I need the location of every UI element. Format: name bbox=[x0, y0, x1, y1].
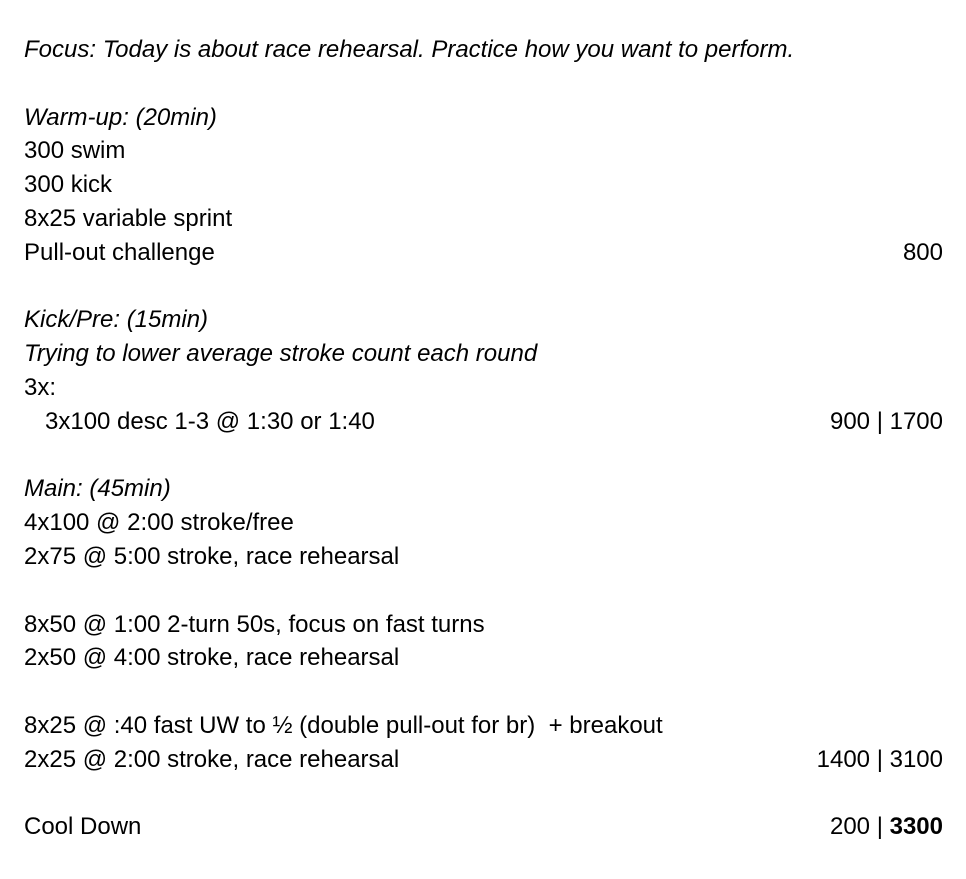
warmup-heading: Warm-up: (20min) bbox=[24, 103, 217, 131]
warmup-total: 800 bbox=[902, 238, 943, 266]
main-last-item: 2x25 @ 2:00 stroke, race rehearsal 1400 | 3100 bbox=[24, 743, 943, 777]
warmup-item: 8x25 variable sprint bbox=[24, 204, 233, 232]
spacer bbox=[24, 574, 943, 608]
spacer bbox=[24, 675, 943, 709]
kickpre-total: 900 | 1700 bbox=[829, 407, 943, 435]
focus-line bbox=[24, 33, 943, 67]
main-item: 2x50 @ 4:00 stroke, race rehearsal bbox=[24, 644, 400, 672]
main-item: 8x50 @ 1:00 2-turn 50s, focus on fast turns bbox=[24, 610, 485, 638]
kickpre-heading: Kick/Pre: (15min) bbox=[24, 306, 209, 334]
kickpre-set: 3x100 desc 1-3 @ 1:30 or 1:40 900 | 1700 bbox=[24, 405, 943, 439]
main-item: 8x25 @ :40 fast UW to ½ (double pull-out for br) + breakout bbox=[24, 711, 663, 739]
kickpre-note: Trying to lower average stroke count each round bbox=[24, 340, 538, 368]
main-total: 1400 | 3100 bbox=[816, 745, 943, 773]
cooldown-totals bbox=[830, 810, 943, 844]
spacer bbox=[24, 777, 943, 811]
main-item: 2x75 @ 5:00 stroke, race rehearsal bbox=[24, 542, 400, 570]
main-item: 4x100 @ 2:00 stroke/free bbox=[24, 509, 294, 537]
spacer bbox=[24, 67, 943, 101]
warmup-last-item: Pull-out challenge 800 bbox=[24, 236, 943, 270]
spacer bbox=[24, 439, 943, 473]
warmup-item: 300 kick bbox=[24, 171, 113, 199]
focus-text: Focus: Today is about race rehearsal. Practice how you want to perform. bbox=[24, 36, 795, 63]
cooldown-label: Cool Down bbox=[24, 813, 142, 841]
cooldown-distance: 200 | bbox=[829, 813, 890, 841]
kickpre-rounds: 3x: bbox=[24, 373, 57, 401]
spacer bbox=[24, 270, 943, 304]
cooldown-line bbox=[24, 810, 943, 844]
main-heading: Main: (45min) bbox=[24, 475, 171, 503]
grand-total: 3300 bbox=[889, 813, 943, 841]
warmup-item: 300 swim bbox=[24, 137, 126, 165]
